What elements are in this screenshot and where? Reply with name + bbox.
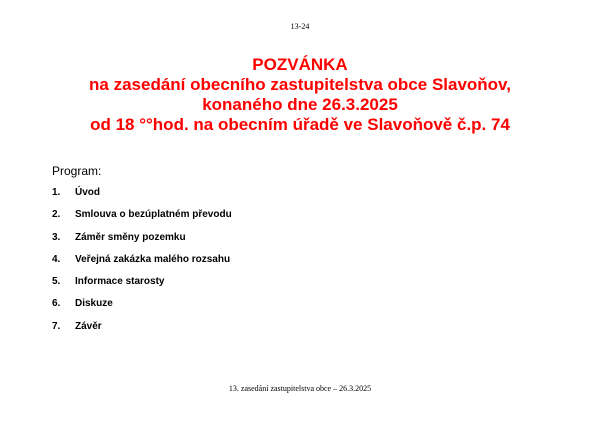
agenda-item-number: 4.: [52, 253, 61, 265]
agenda-item: [52, 232, 232, 254]
agenda-item-text: Diskuze: [75, 298, 113, 310]
agenda-item: [52, 321, 232, 343]
agenda-item-number: 7.: [52, 320, 61, 332]
invitation-title: [0, 55, 600, 135]
agenda-item-number: 1.: [52, 187, 61, 198]
page-footer: 13. zasedání zastupitelstva obce – 26.3.2025: [228, 384, 372, 393]
agenda-item-text: Veřejná zakázka malého rozsahu: [75, 253, 231, 265]
agenda-item-text: Informace starosty: [75, 276, 165, 288]
agenda-item-text: Smlouva o bezúplatném převodu: [75, 209, 232, 221]
page-number: 13-24: [290, 22, 310, 31]
agenda-item: [52, 298, 232, 320]
title-line-3: konaného dne 26.3.2025: [202, 95, 398, 114]
title-line-4: od 18 °°hod. na obecním úřadě ve Slavoňově č.p. 74: [90, 115, 510, 134]
agenda-list: [52, 187, 232, 343]
agenda-item-number: 5.: [52, 276, 61, 288]
agenda-item-number: 2.: [52, 209, 61, 221]
agenda-item-number: 6.: [52, 298, 61, 310]
agenda-item: [52, 209, 232, 231]
title-line-1: POZVÁNKA: [252, 55, 348, 74]
program-heading: Program:: [52, 164, 102, 178]
agenda-item-text: Záměr směny pozemku: [75, 231, 186, 243]
title-line-2: na zasedání obecního zastupitelstva obce Slavoňov,: [89, 75, 511, 94]
agenda-item: [52, 254, 232, 276]
agenda-item-text: Úvod: [75, 187, 100, 198]
agenda-item-number: 3.: [52, 231, 61, 243]
agenda-item-text: Závěr: [75, 320, 102, 332]
agenda-item: [52, 276, 232, 298]
agenda-item: [52, 187, 232, 209]
